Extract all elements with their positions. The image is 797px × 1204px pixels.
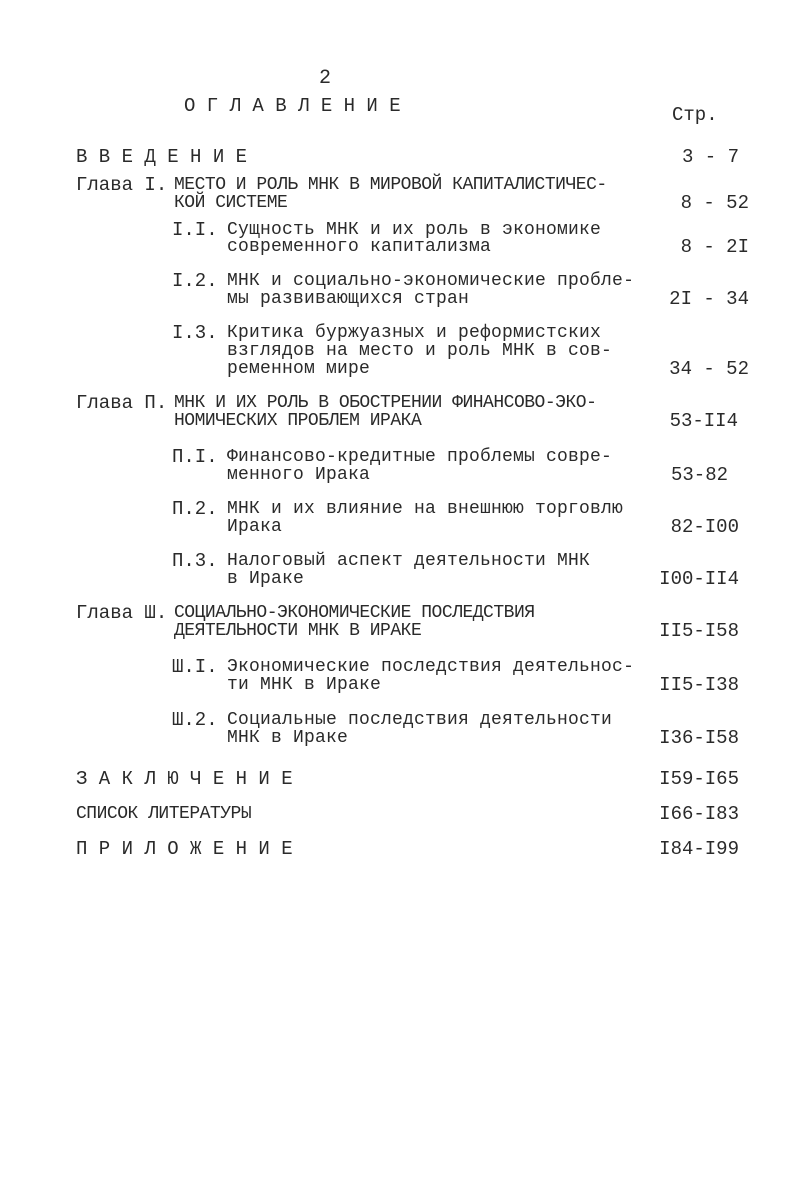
toc-chapter-1-pages: 8 - 52 xyxy=(680,192,749,214)
page-title: О Г Л А В Л Е Н И Е xyxy=(184,95,401,117)
toc-chapter-3-pages: II5-I58 xyxy=(659,620,739,642)
toc-section-1-3-line3: ременном мире xyxy=(227,359,371,379)
toc-chapter-2-title-line2: НОМИЧЕСКИХ ПРОБЛЕМ ИРАКА xyxy=(174,411,422,431)
toc-section-2-3-pages: I00-II4 xyxy=(659,568,739,590)
toc-section-3-2-prefix: Ш.2. xyxy=(172,709,218,731)
toc-chapter-3-title-line2: ДЕЯТЕЛЬНОСТИ МНК В ИРАКЕ xyxy=(174,621,422,641)
toc-chapter-1-prefix: Глава I. xyxy=(76,174,168,196)
toc-entry-appendix: П Р И Л О Ж Е Н И Е xyxy=(76,838,293,860)
toc-section-3-1-pages: II5-I38 xyxy=(659,674,739,696)
toc-chapter-3-title-line1: СОЦИАЛЬНО-ЭКОНОМИЧЕСКИЕ ПОСЛЕДСТВИЯ xyxy=(174,603,535,623)
toc-section-3-2-line1: Социальные последствия деятельности xyxy=(227,710,613,730)
toc-section-1-3-line1: Критика буржуазных и реформистских xyxy=(227,323,602,343)
toc-chapter-1-title-line1: МЕСТО И РОЛЬ МНК В МИРОВОЙ КАПИТАЛИСТИЧЕС- xyxy=(174,175,607,195)
toc-section-1-3-line2: взглядов на место и роль МНК в сов- xyxy=(227,341,613,361)
toc-entry-conclusion: З А К Л Ю Ч Е Н И Е xyxy=(76,768,293,790)
toc-section-3-1-line1: Экономические последствия деятельнос- xyxy=(227,657,635,677)
toc-section-1-1-pages: 8 - 2I xyxy=(680,236,749,258)
toc-section-3-1-line2: ти МНК в Ираке xyxy=(227,675,382,695)
page-number: 2 xyxy=(319,67,332,90)
toc-section-1-2-pages: 2I - 34 xyxy=(669,288,749,310)
toc-pages-appendix: I84-I99 xyxy=(659,838,739,860)
pages-column-header: Стр. xyxy=(672,104,718,126)
toc-section-1-2-line1: МНК и социально-экономические пробле- xyxy=(227,271,635,291)
toc-section-1-1-line2: современного капитализма xyxy=(227,237,492,257)
toc-section-2-1-line1: Финансово-кредитные проблемы совре- xyxy=(227,447,613,467)
toc-section-2-1-line2: менного Ирака xyxy=(227,465,371,485)
toc-section-2-2-pages: 82-I00 xyxy=(670,516,739,538)
toc-chapter-2-pages: 53-II4 xyxy=(669,410,738,432)
toc-section-2-1-pages: 53-82 xyxy=(670,464,728,486)
toc-entry-introduction: В В Е Д Е Н И Е xyxy=(76,146,248,168)
toc-chapter-1-title-line2: КОЙ СИСТЕМЕ xyxy=(174,193,288,213)
toc-section-2-3-line2: в Ираке xyxy=(227,569,305,589)
toc-section-1-1-prefix: I.I. xyxy=(172,219,218,241)
toc-section-2-2-line1: МНК и их влияние на внешнюю торговлю xyxy=(227,499,624,519)
toc-section-1-1-line1: Сущность МНК и их роль в экономике xyxy=(227,220,602,240)
toc-section-1-2-prefix: I.2. xyxy=(172,270,218,292)
toc-section-3-2-line2: МНК в Ираке xyxy=(227,728,349,748)
toc-section-2-2-line2: Ирака xyxy=(227,517,283,537)
toc-section-2-3-line1: Налоговый аспект деятельности МНК xyxy=(227,551,591,571)
toc-section-3-2-pages: I36-I58 xyxy=(659,727,739,749)
toc-pages-conclusion: I59-I65 xyxy=(659,768,739,790)
toc-chapter-2-prefix: Глава П. xyxy=(76,392,168,414)
toc-chapter-2-title-line1: МНК И ИХ РОЛЬ В ОБОСТРЕНИИ ФИНАНСОВО-ЭКО- xyxy=(174,393,597,413)
toc-pages-bibliography: I66-I83 xyxy=(659,803,739,825)
toc-section-1-2-line2: мы развивающихся стран xyxy=(227,289,470,309)
toc-section-2-3-prefix: П.3. xyxy=(172,550,218,572)
toc-pages-introduction: 3 - 7 xyxy=(681,146,739,168)
toc-section-2-1-prefix: П.I. xyxy=(172,446,218,468)
toc-section-1-3-prefix: I.3. xyxy=(172,322,218,344)
toc-section-1-3-pages: 34 - 52 xyxy=(669,358,749,380)
toc-chapter-3-prefix: Глава Ш. xyxy=(76,602,168,624)
toc-entry-bibliography: СПИСОК ЛИТЕРАТУРЫ xyxy=(76,804,252,824)
toc-section-2-2-prefix: П.2. xyxy=(172,498,218,520)
toc-section-3-1-prefix: Ш.I. xyxy=(172,656,218,678)
